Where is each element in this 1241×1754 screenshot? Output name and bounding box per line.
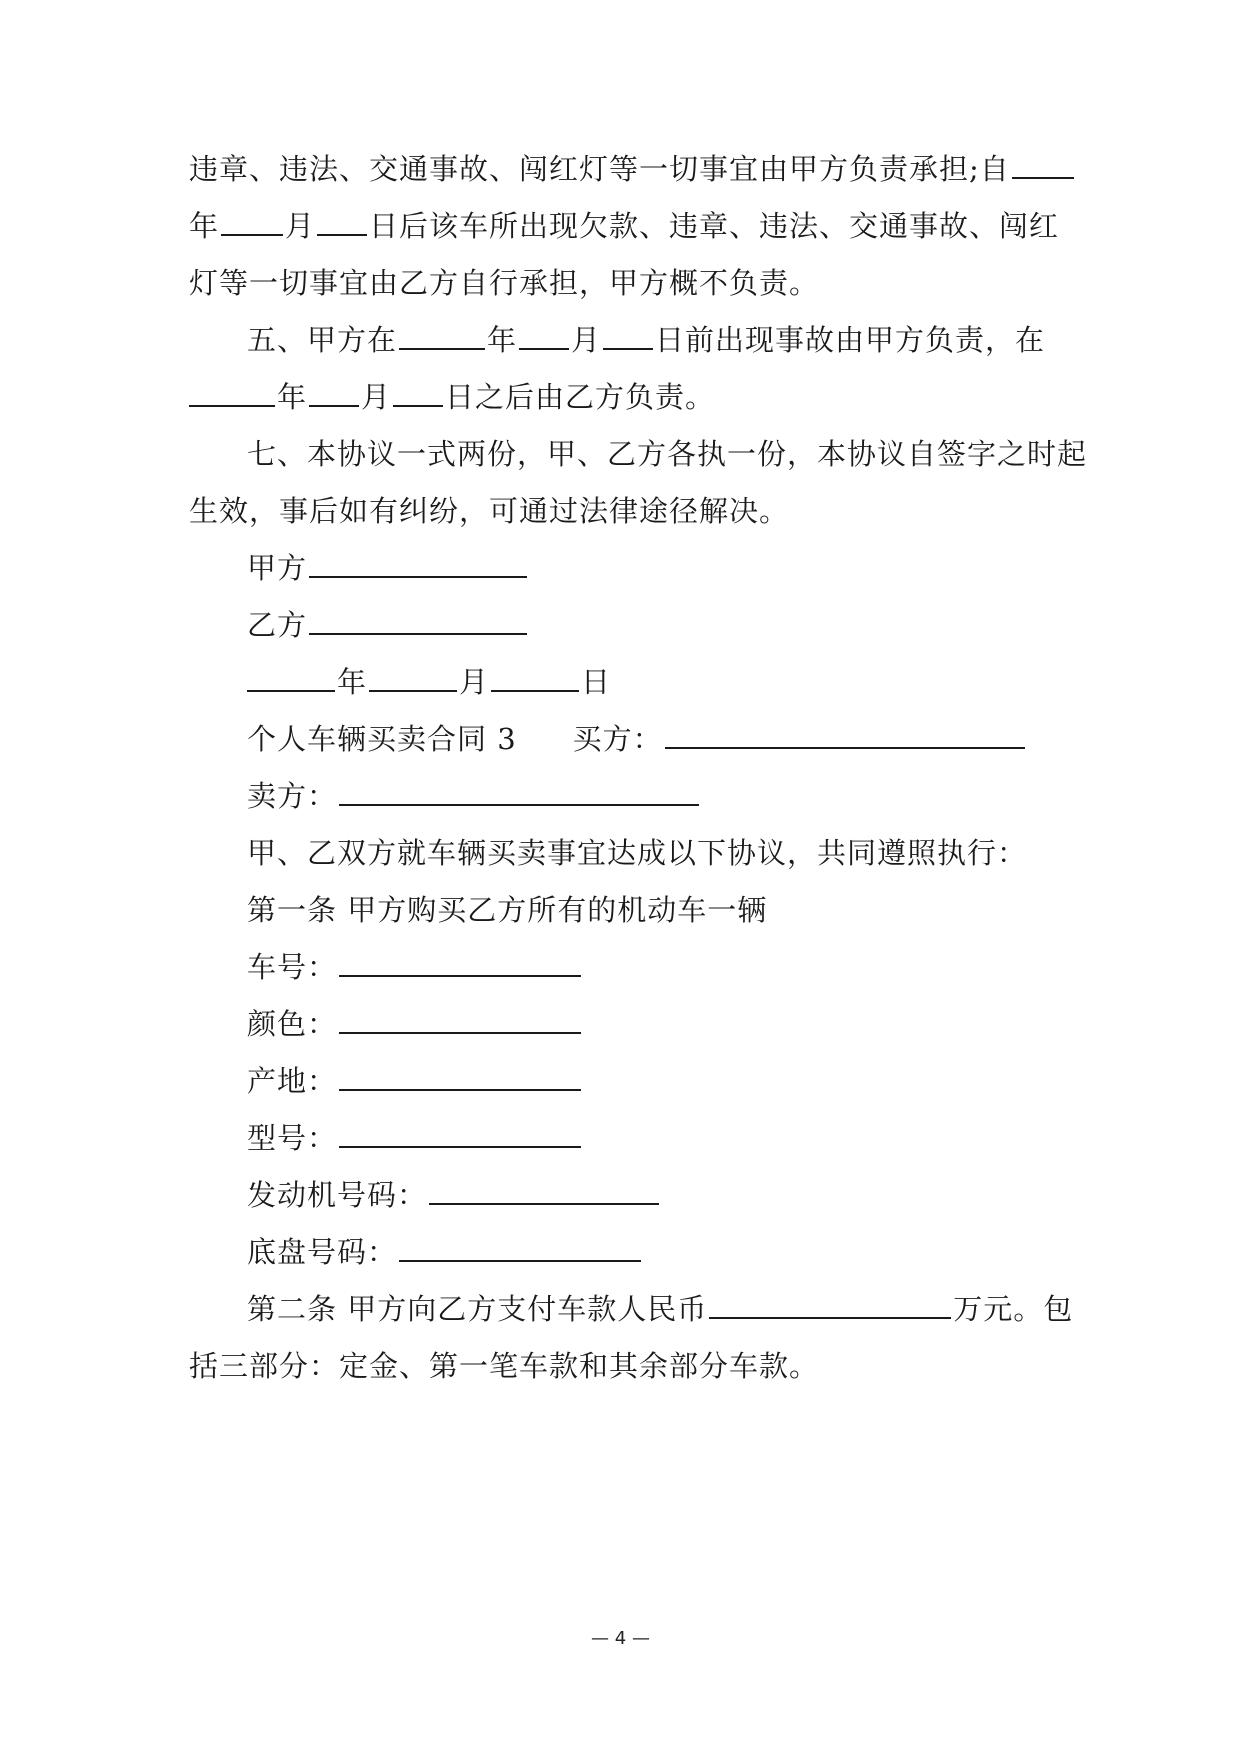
text: 颜色： xyxy=(247,1007,338,1041)
article-one xyxy=(247,890,767,930)
origin-field[interactable] xyxy=(339,1063,581,1091)
engine-number-line xyxy=(247,1175,661,1215)
clause-five-line-1 xyxy=(247,320,1045,360)
chassis-number-line xyxy=(247,1232,643,1272)
text: 买方： xyxy=(572,722,663,756)
buyer-field[interactable] xyxy=(665,721,1025,749)
text: 月 xyxy=(285,209,316,243)
paragraph-line-1 xyxy=(189,149,1076,189)
blank-field-month-day[interactable] xyxy=(221,208,283,236)
party-b-signature xyxy=(247,605,529,645)
blank-field[interactable] xyxy=(309,379,359,407)
day-field[interactable] xyxy=(491,664,579,692)
text: 卖方： xyxy=(247,779,338,813)
article-two-line-1 xyxy=(247,1289,1073,1329)
text: 生效，事后如有纠纷，可通过法律途径解决。 xyxy=(189,494,790,528)
party-a-field[interactable] xyxy=(309,550,527,578)
text: 月 xyxy=(361,380,392,414)
text: 底盘号码： xyxy=(247,1235,398,1269)
blank-field[interactable] xyxy=(519,322,569,350)
paragraph-line-3 xyxy=(189,263,819,303)
clause-five-line-2 xyxy=(189,377,715,417)
model-field[interactable] xyxy=(339,1120,581,1148)
text: 年 xyxy=(277,380,308,414)
year-field[interactable] xyxy=(247,664,335,692)
text: 灯等一切事宜由乙方自行承担，甲方概不负责。 xyxy=(189,266,820,300)
text: 日后该车所出现欠款、违章、违法、交通事故、闯红 xyxy=(369,209,1060,243)
plate-number-line xyxy=(247,947,583,987)
text: 年 xyxy=(337,665,368,699)
text: 年 xyxy=(189,209,220,243)
model-line xyxy=(247,1118,583,1158)
signature-date xyxy=(247,662,611,702)
text: 车号： xyxy=(247,950,338,984)
text: 万元。包 xyxy=(953,1292,1074,1326)
paragraph-line-2 xyxy=(189,206,1059,246)
color-line xyxy=(247,1004,583,1044)
color-field[interactable] xyxy=(339,1006,581,1034)
blank-field[interactable] xyxy=(189,379,275,407)
text: 年 xyxy=(487,323,518,357)
text: 七、本协议一式两份，甲、乙方各执一份，本协议自签字之时起 xyxy=(247,437,1088,471)
agreement-intro xyxy=(247,833,1027,873)
text: 第一条 甲方购买乙方所有的机动车一辆 xyxy=(247,893,768,927)
blank-field[interactable] xyxy=(399,322,485,350)
text: 甲、乙双方就车辆买卖事宜达成以下协议，共同遵照执行： xyxy=(247,836,1028,870)
engine-number-field[interactable] xyxy=(429,1177,659,1205)
text: 产地： xyxy=(247,1064,338,1098)
blank-field[interactable] xyxy=(603,322,653,350)
text: 第二条 甲方向乙方支付车款人民币 xyxy=(247,1292,708,1326)
blank-field[interactable] xyxy=(317,208,367,236)
text: 日 xyxy=(581,665,612,699)
price-field[interactable] xyxy=(709,1291,951,1319)
contract-title-buyer xyxy=(247,719,1027,759)
clause-seven-line-2 xyxy=(189,491,789,531)
text: 甲方 xyxy=(247,551,308,585)
article-two-line-2 xyxy=(189,1346,819,1386)
text: 型号： xyxy=(247,1121,338,1155)
blank-field[interactable] xyxy=(393,379,443,407)
text: 五、甲方在 xyxy=(247,323,398,357)
plate-number-field[interactable] xyxy=(339,949,581,977)
text: 乙方 xyxy=(247,608,308,642)
text: 日前出现事故由甲方负责，在 xyxy=(655,323,1046,357)
party-b-field[interactable] xyxy=(309,607,527,635)
seller-field[interactable] xyxy=(339,778,699,806)
text: 日之后由乙方负责。 xyxy=(445,380,716,414)
blank-field[interactable] xyxy=(1012,151,1074,179)
origin-line xyxy=(247,1061,583,1101)
clause-seven-line-1 xyxy=(247,434,1087,474)
text: 月 xyxy=(459,665,490,699)
text: 月 xyxy=(571,323,602,357)
month-field[interactable] xyxy=(369,664,457,692)
chassis-number-field[interactable] xyxy=(399,1234,641,1262)
party-a-signature xyxy=(247,548,529,588)
page-number: — 4 — xyxy=(591,1628,650,1649)
text: 括三部分：定金、第一笔车款和其余部分车款。 xyxy=(189,1349,820,1383)
seller-line xyxy=(247,776,701,816)
text: 违章、违法、交通事故、闯红灯等一切事宜由甲方负责承担;自 xyxy=(189,152,1010,186)
contract-title: 个人车辆买卖合同 3 xyxy=(247,722,517,756)
text: 发动机号码： xyxy=(247,1178,428,1212)
